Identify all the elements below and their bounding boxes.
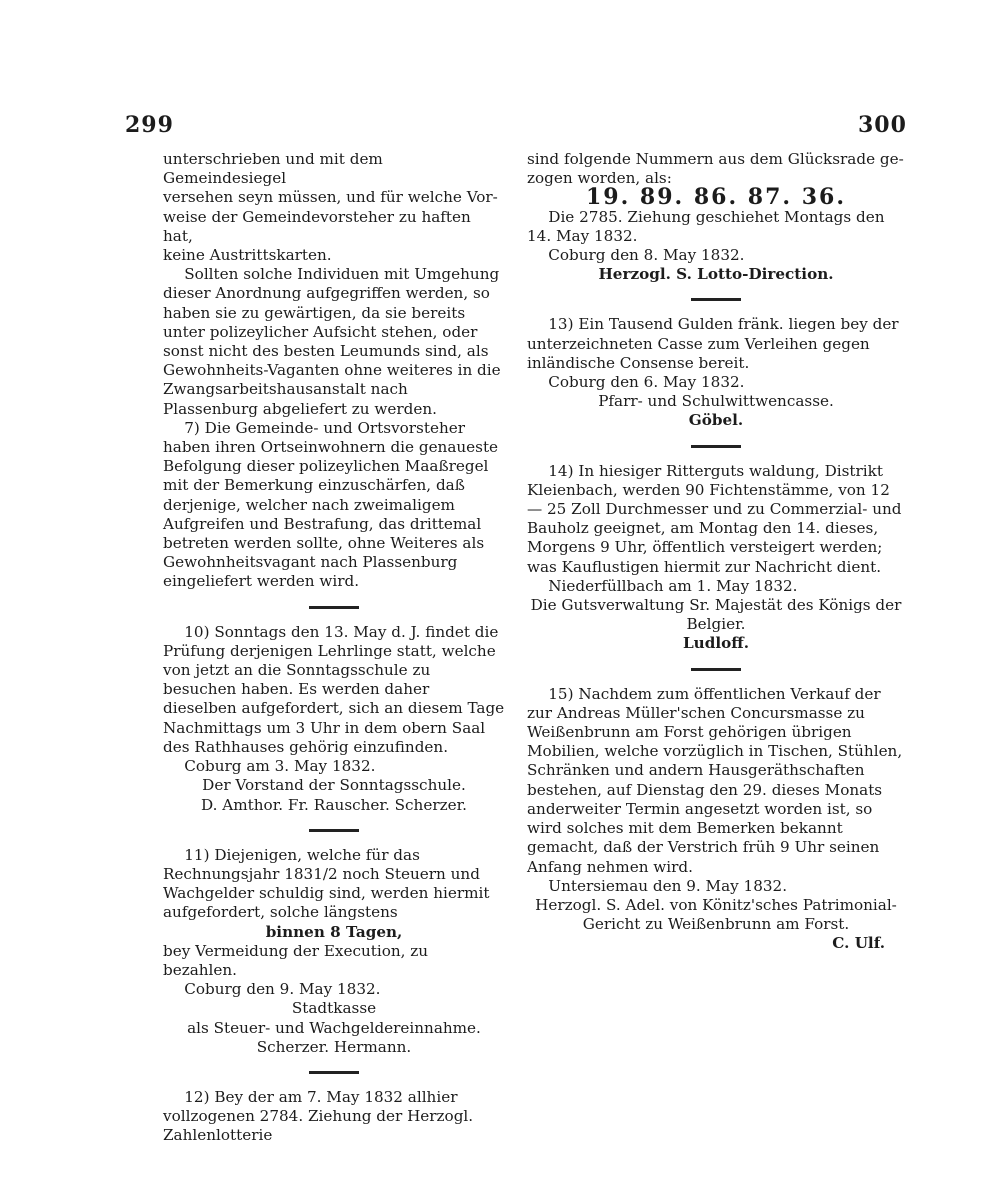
paragraph-15: 15) Nachdem zum öffentlichen Verkauf der zur Andreas Müller'schen Concursmasse zu Weißenbrunn am Forst gehörigen übrigen Mobilien, welche vorzüglich in Tischen, Stühlen, Schränken und andern Hausgeräthschaften bestehen, auf Dienstag den 29. dieses Monats anderweiter Termin angesetzt worden ist, so wird solches mit dem Bemerken bekannt gemacht, daß der Verstrich früh 9 Uhr seinen Anfang nehmen wird. [527, 684, 903, 876]
intro-line: unterschrieben und mit dem Gemeindesiegel [163, 150, 383, 188]
issuer-line: Herzogl. S. Lotto-Direction. [598, 265, 834, 284]
signature-line: Göbel. [688, 411, 744, 430]
date-line: Coburg am 3. May 1832. [184, 757, 376, 776]
issuer-line: Pfarr- und Schulwittwencasse. [598, 392, 834, 411]
signature-line: C. Ulf. [832, 934, 885, 953]
date-line: Coburg den 8. May 1832. [548, 246, 745, 265]
left-column [163, 150, 505, 1146]
separator-rule [309, 606, 359, 609]
separator-rule [691, 298, 741, 301]
separator-rule [691, 668, 741, 671]
date-line: Coburg den 6. May 1832. [548, 373, 745, 392]
date-line: Niederfüllbach am 1. May 1832. [548, 576, 798, 595]
page-number-right: 300 [858, 112, 907, 138]
intro-line: sind folgende Nummern aus dem Glücksrade ge- [527, 150, 904, 168]
issuer-line: als Steuer- und Wachgeldereinnahme. [187, 1018, 481, 1037]
issuer-line: Herzogl. S. Adel. von Könitz'sches Patrimonial-Gericht zu Weißenbrunn am Forst. [535, 895, 897, 934]
issuer-line: Stadtkasse [291, 999, 377, 1018]
lottery-numbers: 19. 89. 86. 87. 36. [585, 184, 846, 211]
signature-line: Ludloff. [683, 634, 749, 653]
issuer-line: Die Gutsverwaltung Sr. Majestät des Königs der Belgier. [530, 596, 902, 634]
paragraph-12: 12) Bey der am 7. May 1832 allhier vollzogenen 2784. Ziehung der Herzogl. Zahlenlotterie [163, 1087, 474, 1145]
paragraph-7: 7) Die Gemeinde- und Ortsvorsteher haben ihren Ortseinwohnern die genaueste Befolgung dieser polizeylichen Maaßregel mit der Bemerkung einzuschärfen, daß derjenige, welcher nach zweimaligem Aufgreifen und Bestrafung, das drittemal betreten werden sollte, ohne Weiteres als Gewohnheitsvagant nach Plassenburg eingeliefert werden wird. [163, 418, 499, 591]
paragraph-13: 13) Ein Tausend Gulden fränk. liegen bey der unterzeichneten Casse zum Verleihen gegen inländische Consense bereit. [527, 315, 899, 372]
paragraph-10: 10) Sonntags den 13. May d. J. findet die Prüfung derjenigen Lehrlinge statt, welche von jetzt an die Sonntagsschule zu besuchen haben. Es werden daher dieselben aufgefordert, sich an diesem Tage Nachmittags um 3 Uhr in dem obern Saal des Rathhauses gehörig einzufinden. [163, 622, 505, 756]
date-line: Untersiemau den 9. May 1832. [548, 876, 788, 895]
separator-rule [691, 445, 741, 448]
right-column [527, 150, 905, 954]
deadline-line: binnen 8 Tagen, [265, 922, 403, 941]
paragraph-next-draw: Die 2785. Ziehung geschiehet Montags den 14. May 1832. [527, 207, 885, 245]
issuer-line: Der Vorstand der Sonntagsschule. [202, 776, 466, 795]
intro-line: zogen worden, als: [527, 169, 672, 188]
separator-rule [309, 1071, 359, 1074]
separator-rule [309, 829, 359, 832]
date-line: Coburg den 9. May 1832. [184, 980, 381, 999]
intro-line: keine Austrittskarten. [163, 246, 332, 265]
signature-line: D. Amthor. Fr. Rauscher. Scherzer. [201, 795, 467, 814]
paragraph-14: 14) In hiesiger Ritterguts waldung, Distrikt Kleienbach, werden 90 Fichtenstämme, von 12 — 25 Zoll Durchmesser und zu Commerzial- und Bauholz geeignet, am Montag den 14. dieses, Morgens 9 Uhr, öffentlich versteigert werden; was Kauflustigen hiermit zur Nachricht dient. [527, 461, 902, 576]
paragraph-11-end: bey Vermeidung der Execution, zu bezahlen. [163, 941, 429, 979]
signature-line: Scherzer. Hermann. [256, 1037, 412, 1056]
page-number-left: 299 [125, 112, 174, 138]
paragraph-sollten: Sollten solche Individuen mit Umgehung dieser Anordnung aufgegriffen werden, so haben sie zu gewärtigen, da sie bereits unter polizeylicher Aufsicht stehen, oder sonst nicht des besten Leumunds sind, als Gewohnheits-Vaganten ohne weiteres in die Zwangsarbeitshausanstalt nach Plassenburg abgeliefert zu werden. [163, 265, 501, 418]
intro-line: weise der Gemeindevorsteher zu haften hat, [163, 207, 471, 245]
intro-line: versehen seyn müssen, und für welche Vor- [163, 188, 498, 207]
paragraph-11: 11) Diejenigen, welche für das Rechnungsjahr 1831/2 noch Steuern und Wachgelder schuldig sind, werden hiermit aufgefordert, solche längstens [163, 845, 490, 922]
